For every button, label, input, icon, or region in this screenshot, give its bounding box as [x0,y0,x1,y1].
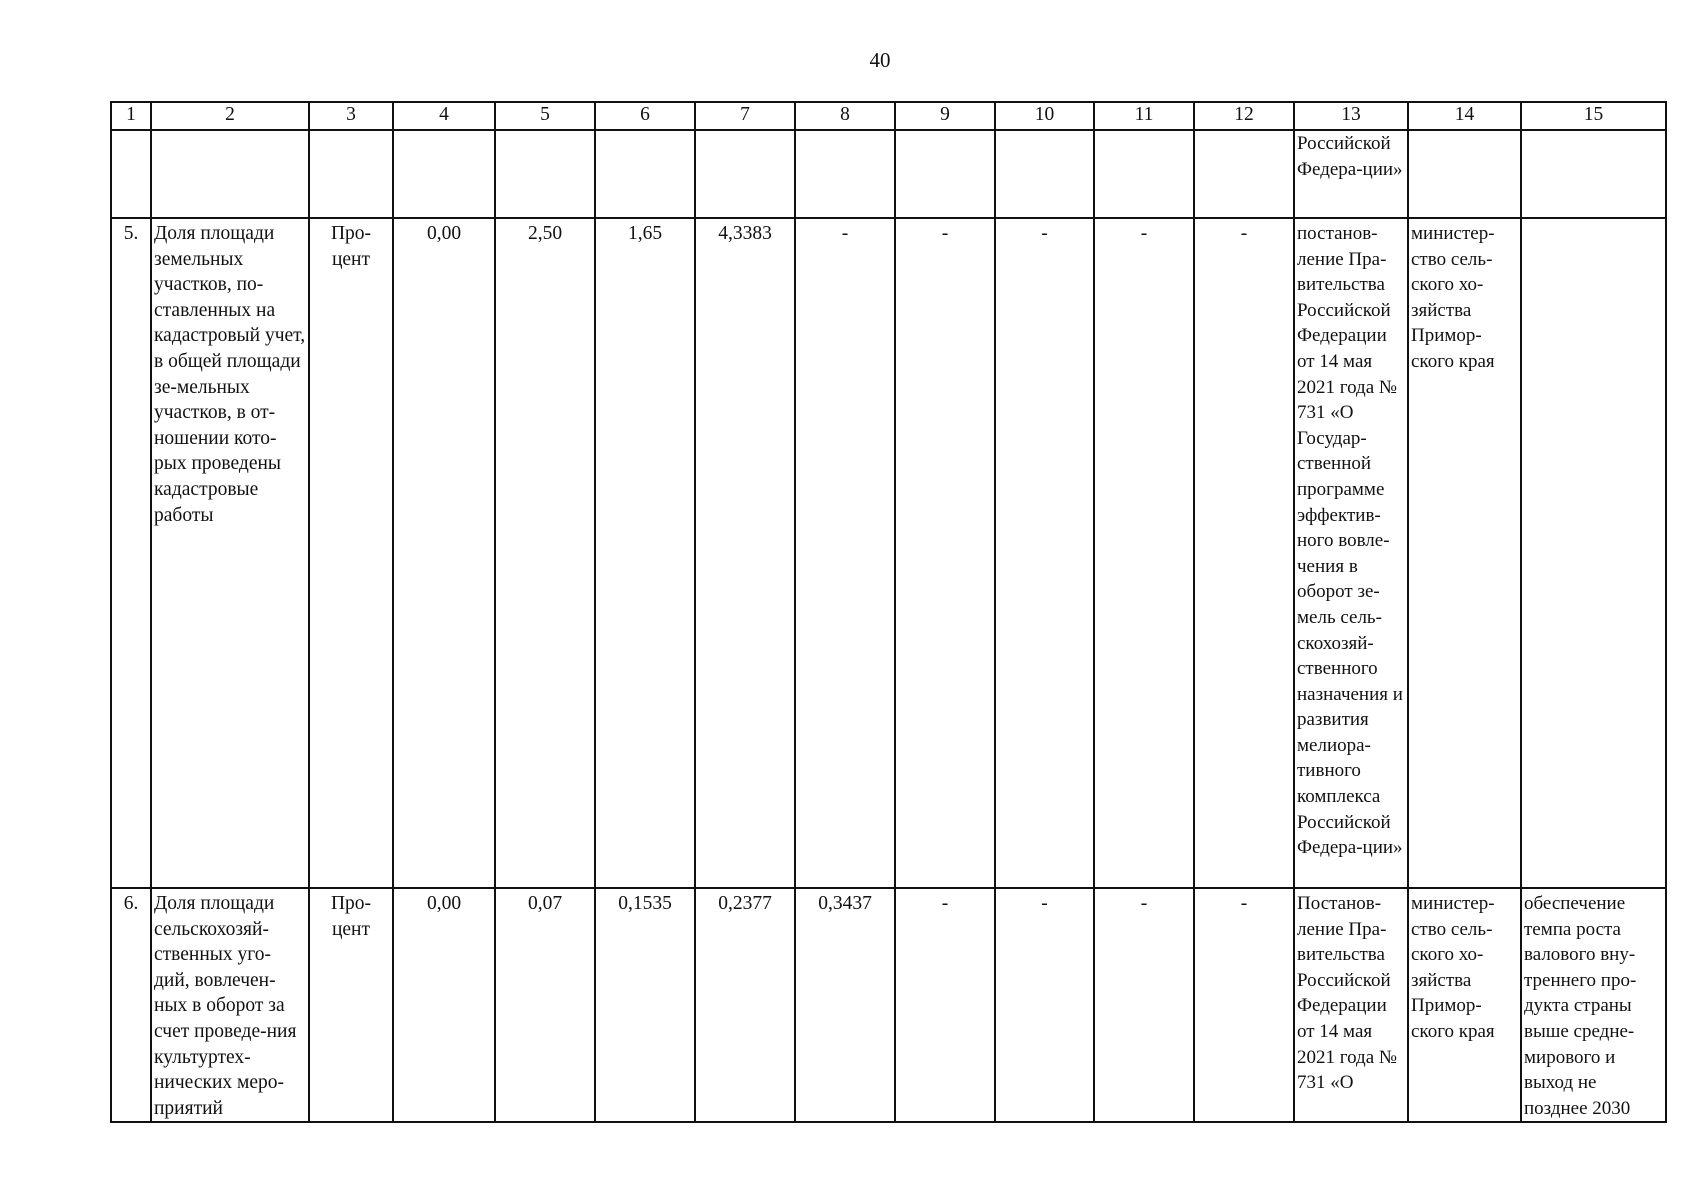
value-cell: - [1094,218,1194,888]
indicator-name: Доля площади земельных участков, по-ставленных на кадастровый учет, в общей площади зе-мельных участков, в от-ношении кото-рых проведены кадастровые работы [151,218,309,888]
table-cell [1194,130,1294,218]
table-cell [1094,130,1194,218]
value-cell: - [895,888,995,1122]
column-header: 11 [1094,102,1194,130]
column-header: 14 [1408,102,1521,130]
legal-basis-cell: Российской Федера-ции» [1294,130,1408,218]
column-header: 15 [1521,102,1666,130]
indicator-name: Доля площади сельскохозяй-ственных уго-дий, вовлечен-ных в оборот за счет проведе-ния культуртех-нических меро-приятий [151,888,309,1122]
page-number: 40 [869,48,891,72]
responsible-body-cell: министер-ство сель-ского хо-зяйства Примор-ского края [1408,218,1521,888]
column-header: 2 [151,102,309,130]
value-cell: - [895,218,995,888]
table-cell [795,130,895,218]
table-cell [309,130,393,218]
table-cell [151,130,309,218]
column-header: 13 [1294,102,1408,130]
responsible-body-cell: министер-ство сель-ского хо-зяйства Примор-ского края [1408,888,1521,1122]
value-cell: - [995,888,1094,1122]
table-cell [995,130,1094,218]
table-cell [393,130,495,218]
column-header: 6 [595,102,695,130]
value-cell: - [795,218,895,888]
table-cell [495,130,595,218]
column-header: 7 [695,102,795,130]
continuation-row [111,130,1666,218]
table-row [111,218,1666,888]
table-cell [1521,130,1666,218]
column-header: 1 [111,102,151,130]
unit-cell: Про-цент [309,888,393,1122]
indicators-table [110,101,1667,1123]
table-row [111,888,1666,1122]
column-header: 10 [995,102,1094,130]
column-header: 4 [393,102,495,130]
table-cell [111,130,151,218]
value-cell: 0,1535 [595,888,695,1122]
value-cell: 0,00 [393,218,495,888]
row-number: 6. [111,888,151,1122]
value-cell: - [1194,218,1294,888]
goal-link-cell [1521,218,1666,888]
value-cell: 0,3437 [795,888,895,1122]
table-cell [1408,130,1521,218]
table-cell [895,130,995,218]
column-header: 3 [309,102,393,130]
column-header: 8 [795,102,895,130]
value-cell: - [1194,888,1294,1122]
table-cell [695,130,795,218]
row-number: 5. [111,218,151,888]
column-header: 9 [895,102,995,130]
value-cell: - [1094,888,1194,1122]
legal-basis-cell: Постанов-ление Пра-вительства Российской Федерации от 14 мая 2021 года № 731 «О [1294,888,1408,1122]
legal-basis-cell: постанов-ление Пра-вительства Российской Федерации от 14 мая 2021 года № 731 «О Государ-ственной программе эффектив-ного вовле-чения в оборот зе-мель сель-скохозяй-ственного назначения и развития мелиора-тивного комплекса Российской Федера-ции» [1294,218,1408,888]
column-header: 5 [495,102,595,130]
value-cell: - [995,218,1094,888]
value-cell: 0,2377 [695,888,795,1122]
goal-link-cell: обеспечение темпа роста валового вну-треннего про-дукта страны выше средне-мирового и выход не позднее 2030 [1521,888,1666,1122]
value-cell: 1,65 [595,218,695,888]
column-header: 12 [1194,102,1294,130]
column-number-row [111,102,1666,130]
unit-cell: Про-цент [309,218,393,888]
table-cell [595,130,695,218]
value-cell: 4,3383 [695,218,795,888]
value-cell: 0,00 [393,888,495,1122]
value-cell: 2,50 [495,218,595,888]
value-cell: 0,07 [495,888,595,1122]
